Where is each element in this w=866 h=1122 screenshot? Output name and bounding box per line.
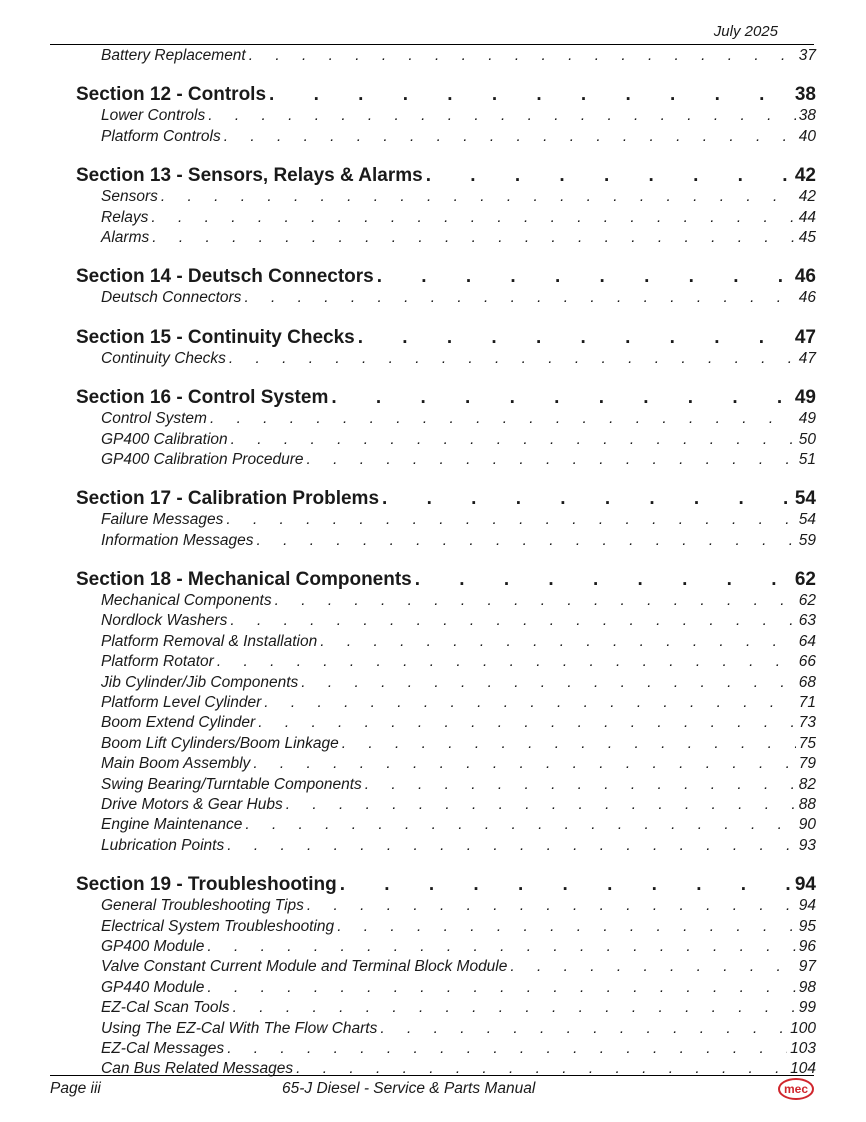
- toc-page-number: 59: [798, 531, 816, 549]
- toc-page-number: 42: [794, 165, 816, 187]
- dot-leader: [257, 531, 796, 551]
- page-number: Page iii: [50, 1080, 101, 1097]
- toc-page-number: 82: [798, 775, 816, 793]
- dot-leader: [307, 896, 796, 916]
- toc-page-number: 62: [798, 592, 816, 610]
- toc-page-number: 37: [798, 47, 816, 64]
- toc-page-number: 98: [798, 978, 816, 996]
- toc-page-number: 45: [798, 228, 816, 246]
- toc-entry-title: Control System: [101, 410, 207, 428]
- toc-entry-title: Platform Rotator: [101, 653, 214, 671]
- toc-page-number: 66: [798, 653, 816, 671]
- date-header: July 2025: [713, 23, 778, 40]
- dot-leader: [337, 917, 796, 937]
- toc-page-number: 54: [798, 511, 816, 529]
- dot-leader: [210, 409, 796, 429]
- table-of-contents: [76, 46, 816, 1080]
- dot-leader: [377, 266, 792, 288]
- footer-rule: [50, 1075, 814, 1076]
- mec-logo: [778, 1078, 814, 1100]
- toc-section-row: [76, 488, 816, 510]
- toc-entry-row: [76, 127, 816, 147]
- toc-page-number: 95: [798, 917, 816, 935]
- toc-section-row: [76, 327, 816, 349]
- dot-leader: [229, 349, 796, 369]
- dot-leader: [510, 957, 795, 977]
- toc-section-title: Section 16 - Control System: [76, 387, 329, 409]
- toc-entry-row: [76, 531, 816, 551]
- toc-section-title: Section 17 - Calibration Problems: [76, 488, 380, 510]
- toc-entry-row: [76, 754, 816, 774]
- dot-leader: [233, 998, 796, 1018]
- toc-page-number: 99: [798, 999, 816, 1017]
- toc-entry-row: [76, 815, 816, 835]
- toc-entry-row: [76, 450, 816, 470]
- toc-entry-row: [76, 652, 816, 672]
- toc-entry-title: Boom Extend Cylinder: [101, 714, 256, 732]
- toc-entry-row: [76, 591, 816, 611]
- toc-entry-row: [76, 1039, 816, 1059]
- toc-entry-title: Platform Controls: [101, 127, 221, 145]
- toc-entry-row: [76, 836, 816, 856]
- toc-entry-row: [76, 208, 816, 228]
- toc-page-number: 71: [798, 694, 816, 712]
- toc-page-number: 50: [798, 430, 816, 448]
- dot-leader: [306, 450, 795, 470]
- toc-entry-title: Mechanical Components: [101, 592, 272, 610]
- dot-leader: [161, 187, 796, 207]
- toc-section-row: [76, 387, 816, 409]
- toc-entry-row: [76, 1019, 816, 1039]
- toc-entry-row: [76, 1059, 816, 1079]
- toc-section-title: Section 13 - Sensors, Relays & Alarms: [76, 165, 423, 187]
- toc-section-row: [76, 266, 816, 288]
- toc-page-number: 100: [790, 1019, 816, 1037]
- dot-leader: [415, 569, 792, 591]
- toc-entry-title: Can Bus Related Messages: [101, 1060, 294, 1078]
- dot-leader: [249, 46, 796, 66]
- toc-entry-row: [76, 734, 816, 754]
- toc-entry-title: General Troubleshooting Tips: [101, 897, 304, 915]
- toc-page-number: 47: [794, 326, 816, 348]
- dot-leader: [275, 591, 796, 611]
- toc-page-number: 88: [798, 795, 816, 813]
- toc-entry-title: EZ-Cal Scan Tools: [101, 999, 230, 1017]
- dot-leader: [382, 488, 792, 510]
- toc-page-number: 103: [790, 1039, 816, 1057]
- toc-page-number: 62: [794, 569, 816, 591]
- toc-entry-title: Drive Motors & Gear Hubs: [101, 795, 283, 813]
- toc-entry-title: Alarms: [101, 228, 150, 246]
- dot-leader: [258, 713, 796, 733]
- toc-entry-row: [76, 228, 816, 248]
- toc-entry-title: Platform Removal & Installation: [101, 632, 318, 650]
- toc-entry-title: GP400 Calibration: [101, 430, 228, 448]
- toc-entry-title: Lower Controls: [101, 107, 206, 125]
- toc-page-number: 44: [798, 208, 816, 226]
- toc-entry-title: Engine Maintenance: [101, 816, 243, 834]
- toc-section-title: Section 19 - Troubleshooting: [76, 874, 337, 896]
- toc-page-number: 79: [798, 755, 816, 773]
- toc-entry-row: [76, 957, 816, 977]
- dot-leader: [342, 734, 796, 754]
- toc-entry-row: [76, 775, 816, 795]
- toc-page-number: 54: [794, 488, 816, 510]
- toc-page-number: 93: [798, 836, 816, 854]
- toc-page-number: 49: [794, 387, 816, 409]
- toc-entry-title: Lubrication Points: [101, 836, 225, 854]
- toc-entry-row: [76, 409, 816, 429]
- toc-page-number: 97: [798, 958, 816, 976]
- toc-section-title: Section 18 - Mechanical Components: [76, 569, 412, 591]
- dot-leader: [226, 510, 795, 530]
- dot-leader: [151, 208, 795, 228]
- dot-leader: [244, 288, 795, 308]
- toc-page-number: 94: [794, 874, 816, 896]
- toc-entry-title: GP400 Calibration Procedure: [101, 450, 304, 468]
- toc-entry-title: Jib Cylinder/Jib Components: [101, 673, 299, 691]
- toc-entry-title: Main Boom Assembly: [101, 755, 251, 773]
- toc-entry-title: Swing Bearing/Turntable Components: [101, 775, 362, 793]
- toc-entry-title: Continuity Checks: [101, 349, 226, 367]
- toc-entry-title: EZ-Cal Messages: [101, 1039, 225, 1057]
- toc-page-number: 104: [790, 1060, 816, 1078]
- toc-page-number: 73: [798, 714, 816, 732]
- dot-leader: [426, 165, 792, 187]
- toc-page-number: 94: [798, 897, 816, 915]
- dot-leader: [217, 652, 796, 672]
- dot-leader: [301, 673, 795, 693]
- toc-page-number: 68: [798, 673, 816, 691]
- toc-section-title: Section 12 - Controls: [76, 84, 267, 106]
- dot-leader: [358, 327, 792, 349]
- toc-entry-title: Information Messages: [101, 531, 254, 549]
- toc-entry-title: Using The EZ-Cal With The Flow Charts: [101, 1019, 378, 1037]
- toc-entry-title: GP440 Module: [101, 978, 205, 996]
- toc-page-number: 75: [798, 734, 816, 752]
- dot-leader: [227, 1039, 787, 1059]
- manual-title: 65-J Diesel - Service & Parts Manual: [282, 1080, 536, 1097]
- dot-leader: [331, 387, 792, 409]
- toc-page-number: 47: [798, 349, 816, 367]
- toc-section-title: Section 14 - Deutsch Connectors: [76, 266, 374, 288]
- toc-entry-row: [76, 693, 816, 713]
- dot-leader: [207, 978, 795, 998]
- toc-entry-row: [76, 106, 816, 126]
- dot-leader: [208, 106, 796, 126]
- dot-leader: [286, 795, 796, 815]
- toc-entry-row: [76, 937, 816, 957]
- toc-entry-row: [76, 896, 816, 916]
- toc-entry-row: [76, 288, 816, 308]
- toc-entry-title: Electrical System Troubleshooting: [101, 917, 335, 935]
- dot-leader: [230, 611, 795, 631]
- dot-leader: [264, 693, 796, 713]
- dot-leader: [253, 754, 795, 774]
- toc-entry-row: [76, 510, 816, 530]
- toc-page-number: 64: [798, 632, 816, 650]
- toc-entry-row: [76, 187, 816, 207]
- toc-entry-row: [76, 632, 816, 652]
- toc-page-number: 63: [798, 612, 816, 630]
- toc-entry-row: [76, 917, 816, 937]
- toc-entry-title: Failure Messages: [101, 511, 224, 529]
- toc-section-title: Section 15 - Continuity Checks: [76, 326, 355, 348]
- toc-entry-row: [76, 349, 816, 369]
- toc-entry-row: [76, 611, 816, 631]
- toc-entry-title: Deutsch Connectors: [101, 289, 242, 307]
- toc-section-row: [76, 84, 816, 106]
- toc-entry-row: [76, 795, 816, 815]
- dot-leader: [340, 874, 792, 896]
- toc-entry-title: Nordlock Washers: [101, 612, 228, 630]
- toc-page-number: 42: [798, 188, 816, 206]
- dot-leader: [380, 1019, 787, 1039]
- toc-section-row: [76, 165, 816, 187]
- toc-page-number: 46: [794, 266, 816, 288]
- toc-page-number: 38: [794, 84, 816, 106]
- dot-leader: [320, 632, 796, 652]
- toc-page-number: 49: [798, 410, 816, 428]
- dot-leader: [224, 127, 796, 147]
- logo-text: mec: [783, 1082, 809, 1096]
- toc-entry-title: Platform Level Cylinder: [101, 694, 262, 712]
- dot-leader: [207, 937, 795, 957]
- toc-section-row: [76, 874, 816, 896]
- toc-entry-row: [76, 998, 816, 1018]
- toc-page-number: 51: [798, 450, 816, 468]
- toc-entry-row: [76, 673, 816, 693]
- dot-leader: [231, 430, 796, 450]
- toc-entry-title: Sensors: [101, 188, 158, 206]
- dot-leader: [269, 84, 792, 106]
- dot-leader: [296, 1059, 787, 1079]
- toc-entry-title: Boom Lift Cylinders/Boom Linkage: [101, 734, 339, 752]
- dot-leader: [245, 815, 795, 835]
- dot-leader: [227, 836, 796, 856]
- toc-section-row: [76, 569, 816, 591]
- toc-entry-row: [76, 978, 816, 998]
- dot-leader: [152, 228, 796, 248]
- header-rule: [50, 44, 814, 45]
- toc-entry-title: Battery Replacement: [101, 47, 246, 64]
- toc-entry-row: [76, 430, 816, 450]
- toc-page-number: 90: [798, 816, 816, 834]
- toc-page-number: 46: [798, 289, 816, 307]
- dot-leader: [365, 775, 796, 795]
- toc-page-number: 38: [798, 107, 816, 125]
- toc-entry-row: [76, 713, 816, 733]
- toc-entry-title: Valve Constant Current Module and Terminal Block Module: [101, 958, 508, 976]
- toc-entry-title: GP400 Module: [101, 937, 205, 955]
- toc-page-number: 96: [798, 937, 816, 955]
- toc-entry-row: [76, 46, 816, 66]
- toc-page-number: 40: [798, 127, 816, 145]
- toc-entry-title: Relays: [101, 208, 149, 226]
